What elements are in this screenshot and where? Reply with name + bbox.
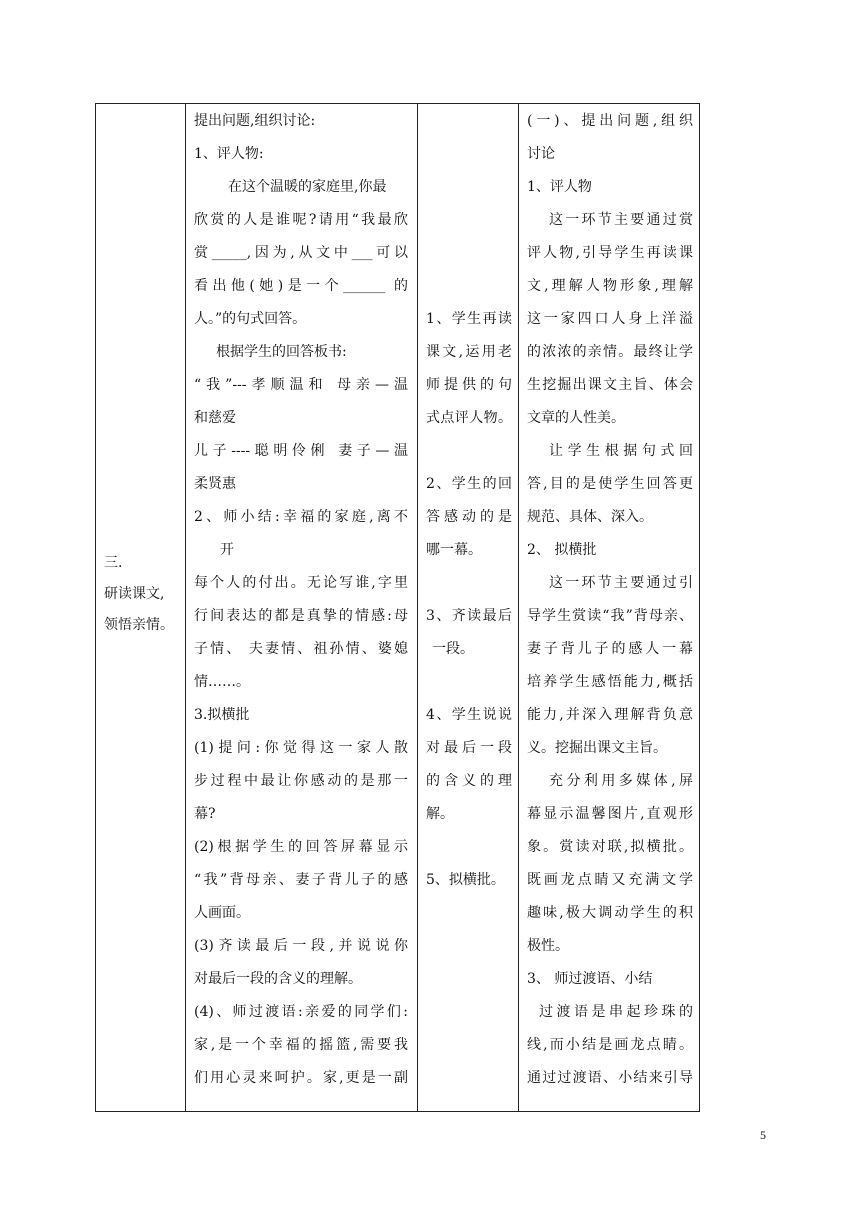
design-intent-line: 妻子背儿子的感人一幕	[527, 641, 693, 657]
teacher-activity-line: 3.拟横批	[194, 707, 250, 723]
teacher-activity-line: 儿子----聪明伶俐 妻子—温	[194, 443, 408, 459]
teacher-activity-line: 1、评人物:	[194, 146, 264, 162]
teacher-activity-line: 人。”的句式回答。	[194, 311, 307, 327]
student-activity-line: 式点评人物。	[426, 410, 512, 426]
teacher-activity-line: 家,是一个幸福的摇篮,需要我	[194, 1037, 408, 1053]
teacher-activity-line: 柔贤惠	[194, 476, 236, 492]
design-intent-line: 的浓浓的亲情。最终让学	[527, 344, 693, 360]
design-intent-line: 1、评人物	[527, 179, 592, 195]
design-intent-line: 趣味,极大调动学生的积	[527, 905, 693, 921]
design-intent-line: 培养学生感悟能力,概括	[527, 674, 693, 690]
design-intent-line: 3、 师过渡语、小结	[527, 971, 653, 987]
student-activity-line: 对最后一段	[426, 740, 512, 756]
design-intent-line: 幕显示温馨图片,直观形	[527, 806, 693, 822]
design-intent-cell	[519, 104, 700, 1111]
page-number: 5	[760, 1128, 766, 1142]
design-intent-line: 能力,并深入理解背负意	[527, 707, 693, 723]
lesson-plan-table	[95, 103, 700, 1112]
design-intent-line: 2、 拟横批	[527, 542, 597, 558]
teacher-activity-cell	[186, 104, 417, 1111]
design-intent-line: 规范、具体、深入。	[527, 509, 653, 525]
design-intent-line: (一)、提出问题,组织	[527, 113, 693, 129]
teacher-activity-line: 和慈爱	[194, 410, 236, 426]
design-intent-line: 讨论	[527, 146, 555, 162]
design-intent-line: 过渡语是串起珍珠的	[539, 1004, 693, 1020]
design-intent-line: 充分利用多媒体,屏	[549, 773, 693, 789]
design-intent-line: 文,理解人物形象,理解	[527, 278, 693, 294]
student-activity-line: 1、学生再读	[426, 311, 512, 327]
student-activity-line: 4、学生说说	[426, 707, 512, 723]
student-activity-line: 5、拟横批。	[426, 872, 505, 888]
design-intent-line: 导学生赏读“我”背母亲、	[527, 608, 693, 624]
design-intent-line: 这一家四口人身上洋溢	[527, 311, 693, 327]
teacher-activity-line: 看出他(她)是一个______ 的	[194, 278, 408, 294]
student-activity-line: 一段。	[432, 641, 474, 657]
design-intent-line: 通过过渡语、小结来引导	[527, 1070, 693, 1086]
teacher-activity-line: 每个人的付出。无论写谁,字里	[194, 575, 408, 591]
teacher-activity-line: 提出问题,组织讨论:	[194, 113, 316, 129]
design-intent-line: 评人物,引导学生再读课	[527, 245, 693, 261]
teacher-activity-line: (3)齐读最后一段,并说说你	[194, 938, 408, 954]
teacher-activity-line: 子情、 夫妻情、祖孙情、婆媳	[194, 641, 408, 657]
teacher-activity-line: 幕?	[194, 806, 216, 822]
design-intent-line: 象。赏读对联,拟横批。	[527, 839, 693, 855]
teacher-activity-line: (4)、师过渡语:亲爱的同学们:	[194, 1004, 408, 1020]
teacher-activity-line: “我”---孝顺温和 母亲—温	[194, 377, 408, 393]
student-activity-line: 2、学生的回	[426, 476, 512, 492]
stage-number: 三.	[104, 555, 123, 571]
teacher-activity-line: 人画面。	[194, 905, 250, 921]
teacher-activity-line: 情……。	[194, 674, 250, 690]
student-activity-line: 的含义的理	[426, 773, 512, 789]
design-intent-line: 这一环节主要通过引	[549, 575, 693, 591]
design-intent-line: 让学生根据句式回	[549, 443, 693, 459]
student-activity-line: 答感动的是	[426, 509, 512, 525]
design-intent-line: 这一环节主要通过赏	[549, 212, 693, 228]
design-intent-line: 生挖掘出课文主旨、体会	[527, 377, 693, 393]
student-activity-line: 哪一幕。	[426, 542, 482, 558]
design-intent-line: 既画龙点睛又充满文学	[527, 872, 693, 888]
stage-title-line: 研读课文,	[104, 586, 165, 602]
design-intent-line: 线,而小结是画龙点睛。	[527, 1037, 693, 1053]
stage-title-line: 领悟亲情。	[104, 617, 174, 633]
student-activity-line: 3、齐读最后	[426, 608, 512, 624]
teacher-activity-line: (1)提问:你觉得这一家人散	[194, 740, 408, 756]
student-activity-cell	[418, 104, 518, 1111]
teacher-activity-line: (2)根据学生的回答屏幕显示	[194, 839, 408, 855]
stage-cell	[96, 104, 185, 1111]
teacher-activity-line: 赏_____,因为,从文中___可以	[194, 245, 408, 261]
teacher-activity-line: 根据学生的回答板书:	[216, 344, 347, 360]
design-intent-line: 极性。	[527, 938, 569, 954]
design-intent-line: 义。挖掘出课文主旨。	[527, 740, 667, 756]
student-activity-line: 师提供的句	[426, 377, 512, 393]
teacher-activity-line: 们用心灵来呵护。家,更是一副	[194, 1070, 408, 1086]
design-intent-line: 答,目的是使学生回答更	[527, 476, 693, 492]
design-intent-line: 文章的人性美。	[527, 410, 625, 426]
teacher-activity-line: 步过程中最让你感动的是那一	[194, 773, 408, 789]
teacher-activity-line: 2、师小结:幸福的家庭,离不	[194, 509, 408, 525]
teacher-activity-line: 在这个温暖的家庭里,你最	[228, 179, 387, 195]
student-activity-line: 课文,运用老	[426, 344, 512, 360]
teacher-activity-line: 行间表达的都是真挚的情感:母	[194, 608, 408, 624]
teacher-activity-line: 对最后一段的含义的理解。	[194, 971, 362, 987]
student-activity-line: 解。	[426, 806, 454, 822]
teacher-activity-line: 开	[220, 542, 234, 558]
teacher-activity-line: 欣赏的人是谁呢?请用“我最欣	[194, 212, 408, 228]
teacher-activity-line: “我”背母亲、妻子背儿子的感	[194, 872, 408, 888]
